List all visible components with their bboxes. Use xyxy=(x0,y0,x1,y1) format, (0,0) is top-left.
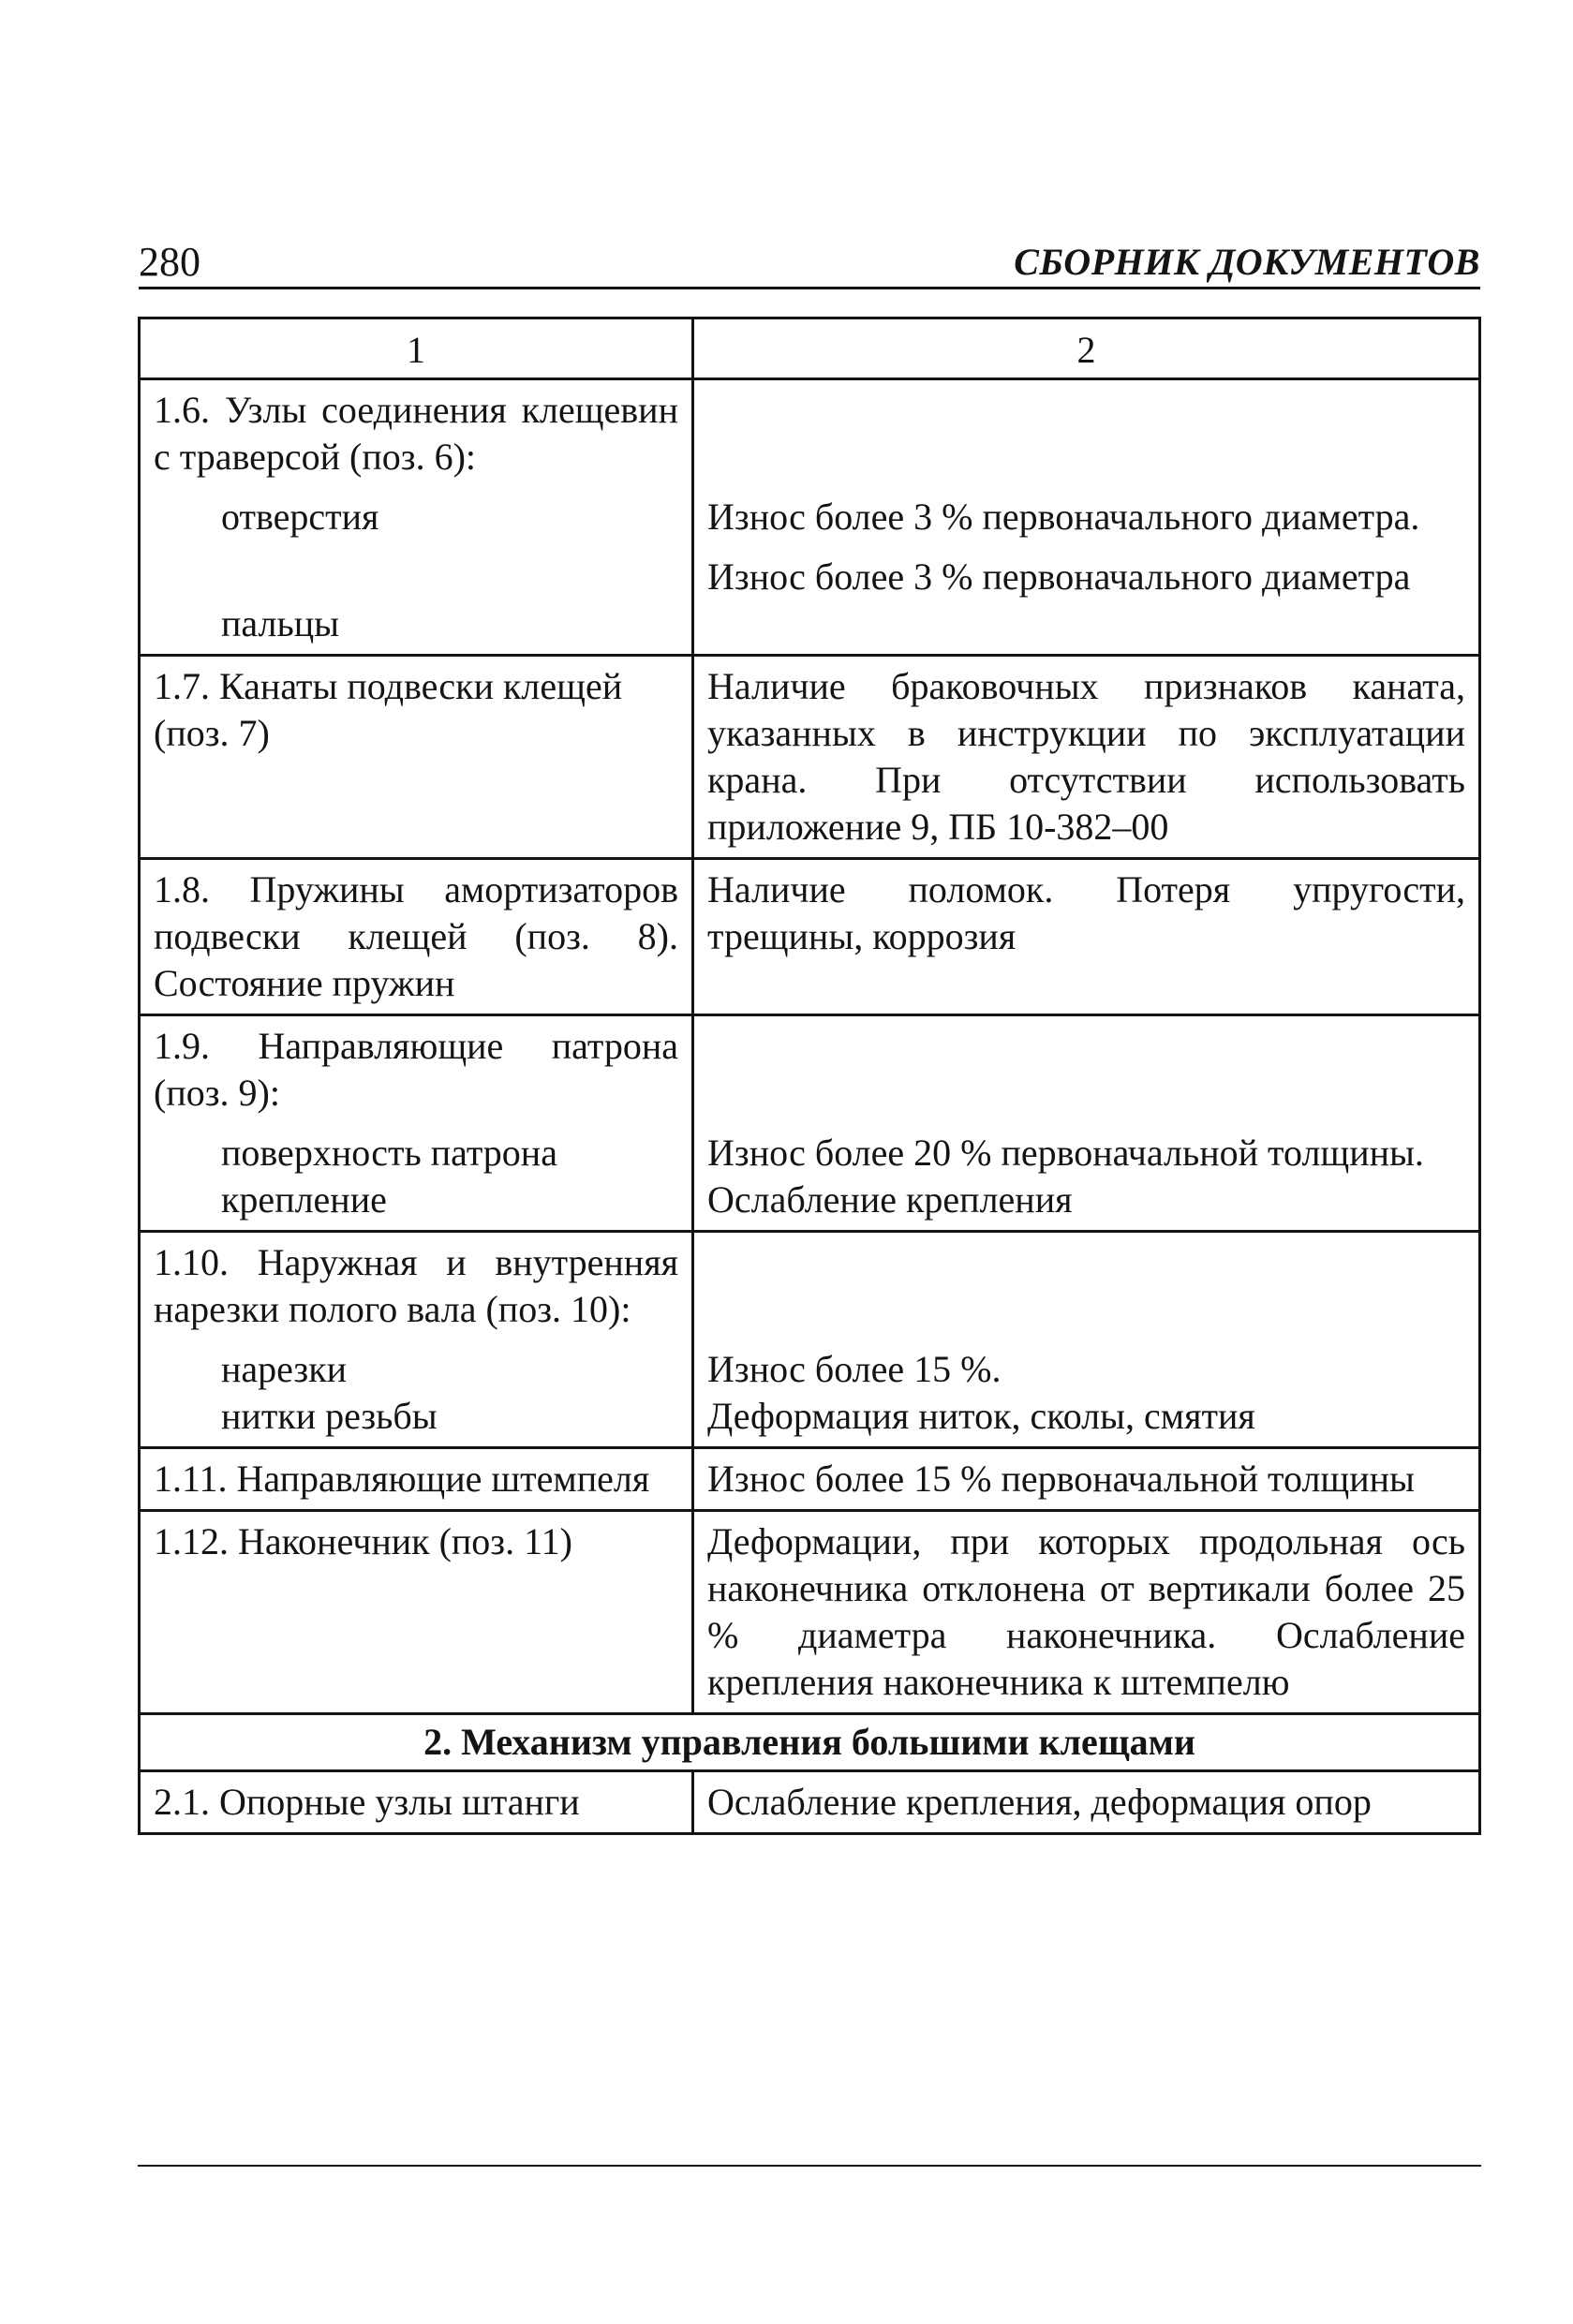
table-row xyxy=(140,1511,1480,1714)
footer-rule xyxy=(138,2165,1481,2167)
column-number-row xyxy=(140,318,1480,379)
element-name: 2.1. Опорные узлы штанги xyxy=(154,1781,580,1823)
criterion-cell xyxy=(693,1511,1480,1714)
criterion-text: Износ более 15 %. xyxy=(707,1348,1002,1390)
criterion-text: Деформации, при которых продольная ось наконечника отклонена от вертикали более 25 % диаметра наконечника. Ослабление крепления наконечника к штемпелю xyxy=(707,1520,1465,1703)
subitem-label: отверстия xyxy=(221,496,379,538)
section-title: 2. Механизм управления большими клещами xyxy=(140,1714,1480,1771)
element-name: 1.8. Пружины амортизаторов подвески клещей (поз. 8). Состояние пружин xyxy=(154,868,678,1004)
criterion-text: Ослабление крепления, деформация опор xyxy=(707,1781,1372,1823)
table-row xyxy=(140,1448,1480,1511)
criterion-text: Наличие поломок. Потеря упругости, трещины, коррозия xyxy=(707,868,1465,957)
element-cell xyxy=(140,1232,693,1448)
page-number: 280 xyxy=(139,239,200,285)
criterion-cell xyxy=(693,1232,1480,1448)
criterion-text: Износ более 3 % первоначального диаметра xyxy=(707,555,1411,598)
criterion-text: Износ более 15 % первоначальной толщины xyxy=(707,1458,1415,1500)
subitem-label: поверхность патрона xyxy=(221,1132,557,1174)
element-cell xyxy=(140,1771,693,1834)
element-cell xyxy=(140,656,693,859)
column-number-1: 1 xyxy=(140,318,693,379)
subitem-label: нитки резьбы xyxy=(221,1395,438,1437)
column-number-2: 2 xyxy=(693,318,1480,379)
table-row xyxy=(140,1771,1480,1834)
table-row xyxy=(140,859,1480,1015)
criterion-cell xyxy=(693,379,1480,656)
subitem-label: нарезки xyxy=(221,1348,348,1390)
subitem-label: крепление xyxy=(221,1178,387,1221)
running-title: СБОРНИК ДОКУМЕНТОВ xyxy=(1014,241,1480,283)
element-name: 1.9. Направляющие патрона (поз. 9): xyxy=(154,1025,678,1114)
section-row xyxy=(140,1714,1480,1771)
criterion-text: Наличие браковочных признаков каната, указанных в инструкции по эксплуатации крана. При отсутствии использовать приложение 9, ПБ 10-382–00 xyxy=(707,665,1465,848)
criterion-text: Износ более 20 % первоначальной толщины. xyxy=(707,1132,1424,1174)
element-cell xyxy=(140,1015,693,1232)
element-name: 1.11. Направляющие штемпеля xyxy=(154,1458,650,1500)
page-header xyxy=(139,239,1480,286)
criterion-cell xyxy=(693,1015,1480,1232)
subitem-label: пальцы xyxy=(221,602,339,644)
header-rule xyxy=(139,287,1480,289)
element-name: 1.10. Наружная и внутренняя нарезки полого вала (поз. 10): xyxy=(154,1241,678,1330)
element-name: 1.12. Наконечник (поз. 11) xyxy=(154,1520,572,1562)
criterion-cell xyxy=(693,1771,1480,1834)
table-row xyxy=(140,379,1480,656)
element-cell xyxy=(140,379,693,656)
element-cell xyxy=(140,859,693,1015)
table-row xyxy=(140,1232,1480,1448)
table-row xyxy=(140,1015,1480,1232)
defects-table xyxy=(138,317,1481,1835)
criterion-cell xyxy=(693,656,1480,859)
element-name: 1.6. Узлы соединения клещевин с траверсой (поз. 6): xyxy=(154,389,678,478)
element-cell xyxy=(140,1511,693,1714)
element-name: 1.7. Канаты подвески клещей (поз. 7) xyxy=(154,665,623,754)
criterion-cell xyxy=(693,1448,1480,1511)
criterion-text: Ослабление крепления xyxy=(707,1178,1073,1221)
table-row xyxy=(140,656,1480,859)
criterion-text: Деформация ниток, сколы, смятия xyxy=(707,1395,1255,1437)
criterion-text: Износ более 3 % первоначального диаметра. xyxy=(707,496,1420,538)
criterion-cell xyxy=(693,859,1480,1015)
element-cell xyxy=(140,1448,693,1511)
